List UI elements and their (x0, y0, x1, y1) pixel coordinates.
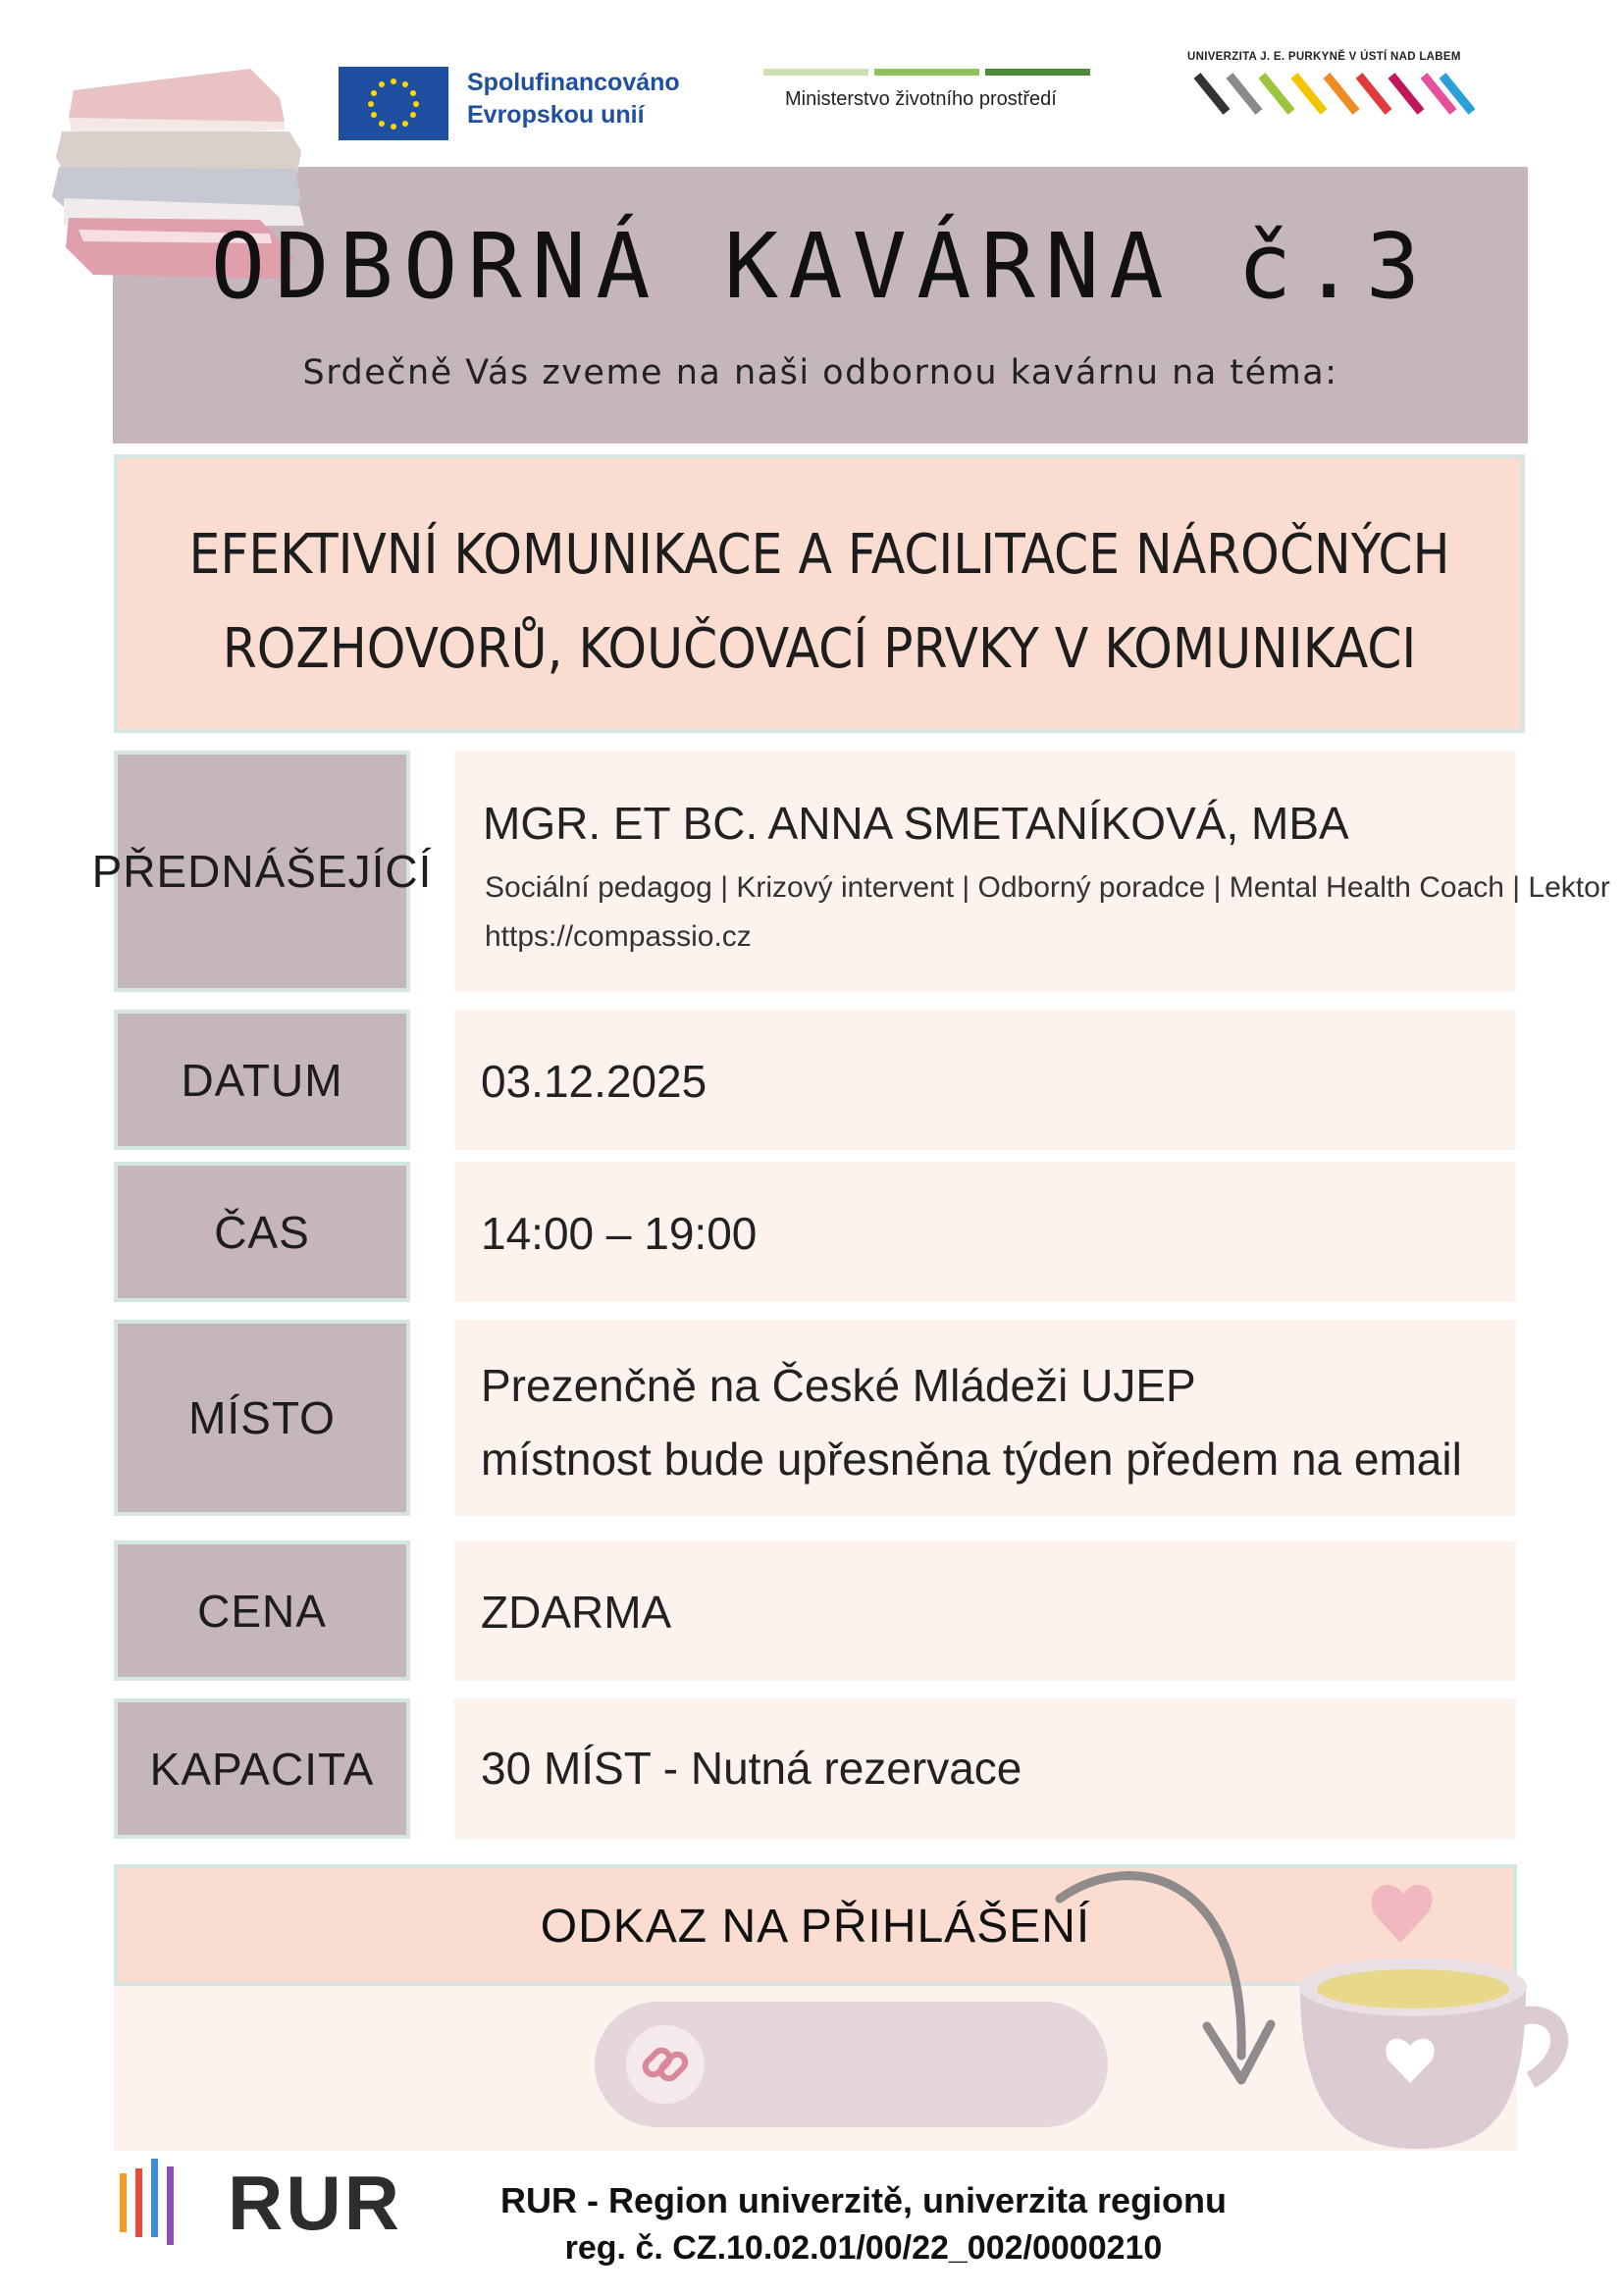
eu-stars-icon (339, 67, 448, 140)
topic-line2: ROZHOVORŮ, KOUČOVACÍ PRVKY V KOMUNIKACI (222, 617, 1417, 681)
rur-logo-bars (118, 2149, 226, 2257)
place-label: MÍSTO (114, 1320, 410, 1516)
ministry-logo-text: Ministerstvo životního prostředí (785, 88, 1057, 110)
speaker-label: PŘEDNÁŠEJÍCÍ (114, 751, 410, 992)
date-value: 03.12.2025 (481, 1056, 707, 1107)
invitation-subtitle: Srdečně Vás zveme na naši odbornou kavárnu na téma: (302, 353, 1338, 392)
date-label: DATUM (114, 1010, 410, 1150)
topic-line1: EFEKTIVNÍ KOMUNIKACE A FACILITACE NÁROČNÝCH (188, 523, 1450, 587)
eu-cofinanced-text (467, 67, 680, 131)
place-value-box (454, 1320, 1516, 1516)
place-line2: místnost bude upřesněna týden předem na email (481, 1434, 1462, 1485)
capacity-value: 30 MÍST - Nutná rezervace (481, 1743, 1022, 1794)
topic-title (114, 508, 1525, 697)
university-logo-text: UNIVERZITA J. E. PURKYNĚ V ÚSTÍ NAD LABEM (1187, 51, 1461, 63)
university-logo-stripes (1192, 71, 1477, 120)
ministry-logo-bars (763, 69, 1090, 76)
eu-flag-logo (339, 67, 448, 140)
price-label: CENA (114, 1540, 410, 1681)
speaker-roles: Sociální pedagog | Krizový intervent | Odborný poradce | Mental Health Coach | Lektor (485, 871, 1610, 904)
coffee-cup-heart-illustration (1271, 1859, 1585, 2154)
rur-logo-text: RUR (228, 2160, 402, 2246)
page-title: ODBORNÁ KAVÁRNA č.3 (210, 214, 1431, 319)
footer-project-name: RUR - Region univerzitě, univerzita regionu (499, 2180, 1228, 2220)
footer-registration-number: reg. č. CZ.10.02.01/00/22_002/0000210 (564, 2229, 1163, 2267)
time-value: 14:00 – 19:00 (481, 1208, 758, 1259)
time-label: ČAS (114, 1162, 410, 1302)
registration-title: ODKAZ NA PŘIHLÁŠENÍ (540, 1901, 1091, 1953)
curved-arrow-icon (1050, 1859, 1285, 2114)
capacity-label: KAPACITA (114, 1698, 410, 1839)
price-value: ZDARMA (481, 1587, 672, 1638)
eu-text-line1: Spolufinancováno (467, 69, 680, 96)
eu-text-line2: Evropskou unií (467, 101, 645, 129)
link-icon[interactable] (624, 2023, 707, 2106)
speaker-website-link[interactable]: https://compassio.cz (485, 920, 752, 953)
speaker-name: MGR. ET BC. ANNA SMETANÍKOVÁ, MBA (483, 798, 1349, 849)
place-line1: Prezenčně na České Mládeži UJEP (481, 1360, 1196, 1411)
